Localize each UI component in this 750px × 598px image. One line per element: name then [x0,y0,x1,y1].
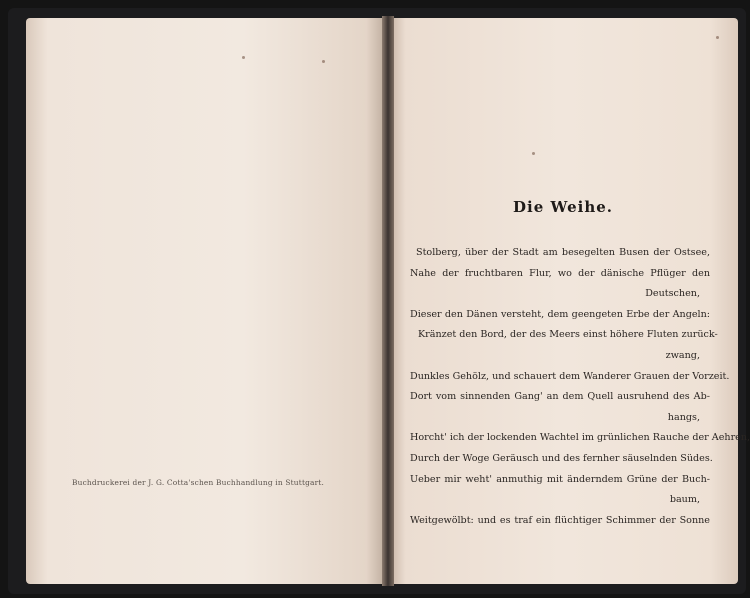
book-spine-gutter [382,16,394,586]
foxing-spot [716,36,719,39]
poem-line: baum, [669,494,700,506]
foxing-spot [322,60,325,63]
poem-line: Dunkles Gehölz, und schauert dem Wanderer Grauen der Vorzeit. [410,370,730,382]
poem-line: Deutschen, [645,288,700,300]
poem-line: zwang, [665,349,700,361]
poem-line: Stolberg, über der Stadt am besegelten Busen der Ostsee, [416,247,710,258]
poem-line: Ueber mir weht' anmuthig mit änderndem Grüne der Buch- [410,473,710,485]
poem-line: Dort vom sinnenden Gang' an dem Quell ausruhend des Ab- [410,391,710,403]
printer-imprint: Buchdruckerei der J. G. Cotta'schen Buchhandlung in Stuttgart. [72,478,325,487]
left-page [26,18,388,584]
poem-line: Weitgewölbt: und es traf ein flüchtiger Schimmer der Sonne [410,514,710,526]
poem-line: hangs, [667,411,700,423]
poem-line: Horcht' ich der lockenden Wachtel im grünlichen Rauche der Aehren, [410,432,750,444]
poem-line: Durch der Woge Geräusch und des fernher säuselnden Südes. [410,452,713,464]
poem-text [410,243,750,531]
poem-line: Nahe der fruchtbaren Flur, wo der dänische Pflüger den [410,267,710,279]
foxing-spot [532,152,535,155]
poem-line: Dieser den Dänen versteht, dem geengeten Erbe der Angeln: [410,308,710,320]
foxing-spot [242,56,245,59]
poem-line: Kränzet den Bord, der des Meers einst höhere Fluten zurück- [418,329,718,341]
poem-title: Die Weihe. [512,198,613,216]
